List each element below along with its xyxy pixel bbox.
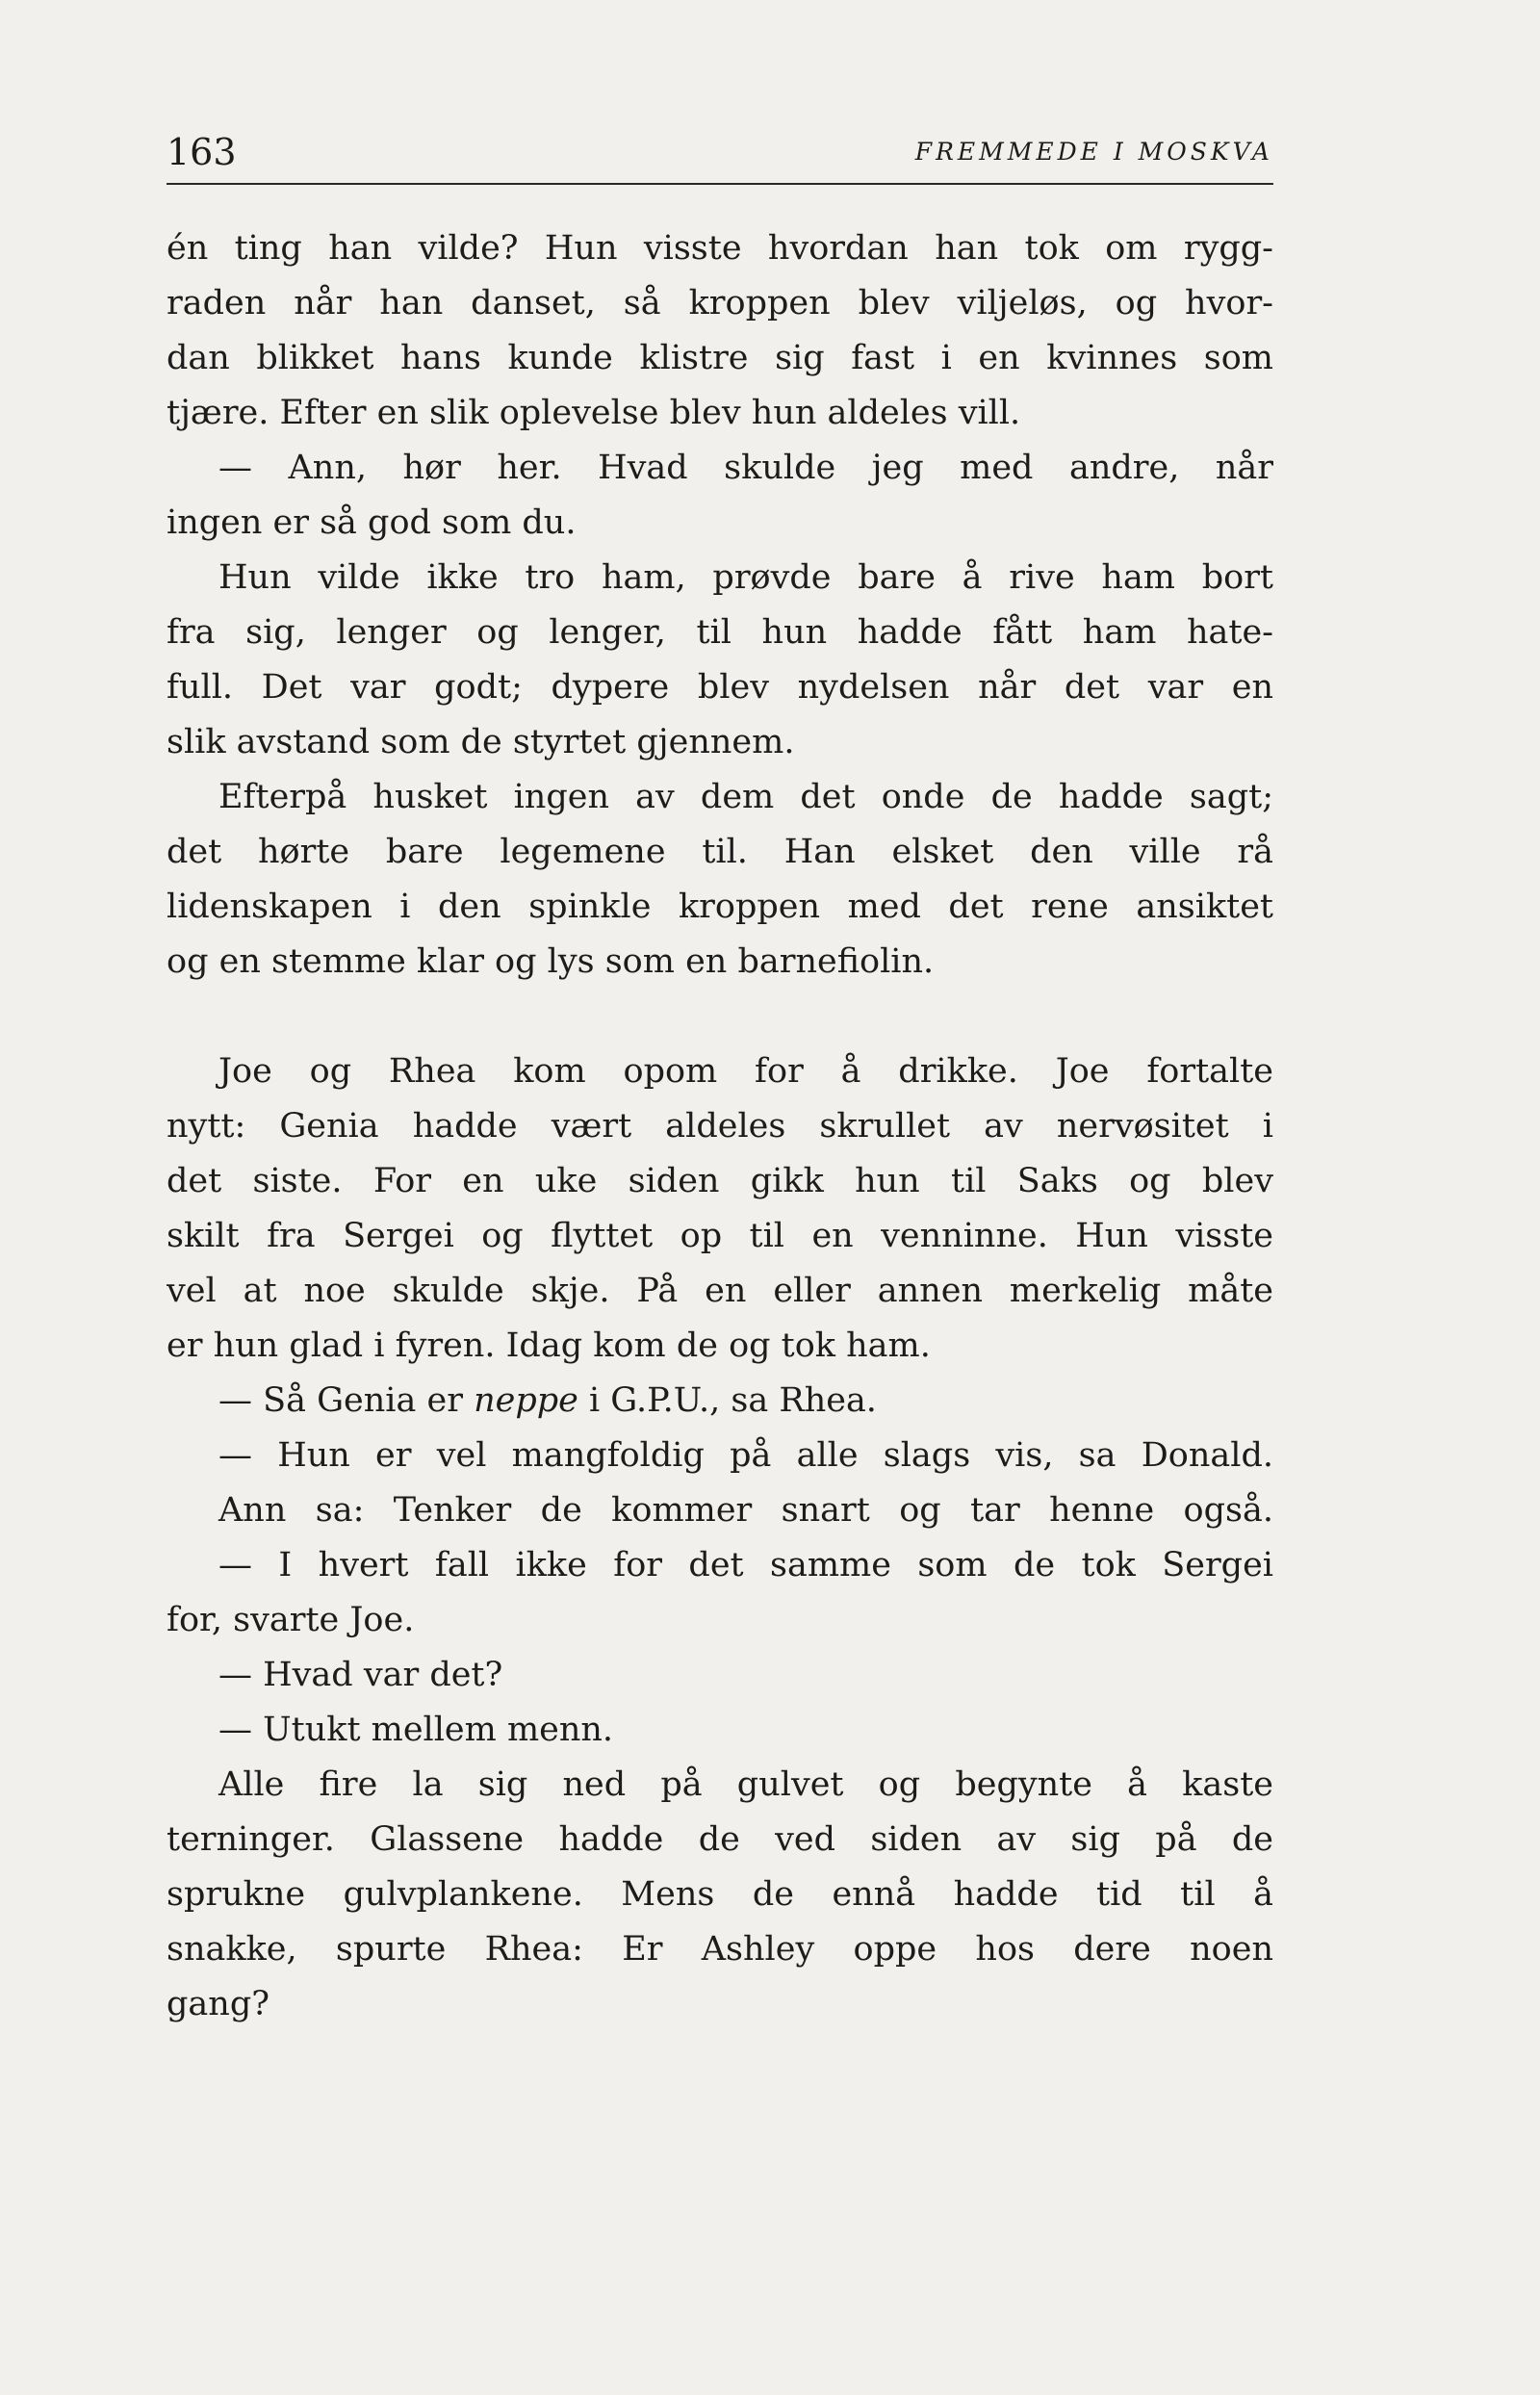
page-number: 163 [167, 131, 237, 173]
text-line: nytt: Genia hadde vært aldeles skrullet av nervøsitet i [167, 1107, 1273, 1146]
header-rule [167, 183, 1273, 185]
text-line: fra sig, lenger og lenger, til hun hadde fått ham hate- [167, 613, 1273, 652]
text-line: er hun glad i fyren. Idag kom de og tok ham. [167, 1326, 931, 1365]
text-line: dan blikket hans kunde klistre sig fast i en kvinnes som [167, 339, 1273, 377]
text-line: for, svarte Joe. [167, 1601, 415, 1639]
text-line: sprukne gulvplankene. Mens de ennå hadde tid til å [167, 1875, 1273, 1914]
text-line: Hun vilde ikke tro ham, prøvde bare å rive ham bort [218, 558, 1273, 597]
text-line: — Hun er vel mangfoldig på alle slags vis, sa Donald. [218, 1436, 1273, 1475]
body-text [167, 221, 1273, 2032]
text-line: snakke, spurte Rhea: Er Ashley oppe hos dere noen [167, 1930, 1273, 1969]
text-line: gang? [167, 1985, 270, 2023]
text-line: — I hvert fall ikke for det samme som de tok Sergei [218, 1546, 1273, 1584]
text-line: — Så Genia er neppe i G.P.U., sa Rhea. [218, 1381, 877, 1420]
text-line: Efterpå husket ingen av dem det onde de hadde sagt; [218, 778, 1273, 816]
text-line: raden når han danset, så kroppen blev viljeløs, og hvor- [167, 284, 1273, 322]
text-line: terninger. Glassene hadde de ved siden av sig på de [167, 1820, 1273, 1859]
text-line: — Ann, hør her. Hvad skulde jeg med andre, når [218, 449, 1273, 487]
text-line: det siste. For en uke siden gikk hun til Saks og blev [167, 1162, 1273, 1200]
text-line: slik avstand som de styrtet gjennem. [167, 723, 795, 761]
text-line: skilt fra Sergei og flyttet op til en venninne. Hun visste [167, 1217, 1273, 1255]
text-line: — Utukt mellem menn. [218, 1711, 614, 1749]
text-line: — Hvad var det? [218, 1656, 503, 1694]
section-break [167, 990, 1273, 1044]
text-line: det hørte bare legemene til. Han elsket den ville rå [167, 833, 1273, 871]
text-line: Joe og Rhea kom opom for å drikke. Joe fortalte [218, 1052, 1273, 1091]
text-line: full. Det var godt; dypere blev nydelsen når det var en [167, 668, 1273, 707]
text-line: lidenskapen i den spinkle kroppen med det rene ansiktet [167, 888, 1273, 926]
text-line: ingen er så god som du. [167, 503, 577, 542]
text-line: og en stemme klar og lys som en barnefiolin. [167, 942, 935, 981]
text-line: tjære. Efter en slik oplevelse blev hun aldeles vill. [167, 394, 1021, 432]
page-header [167, 123, 1273, 181]
text-line: Ann sa: Tenker de kommer snart og tar henne også. [218, 1491, 1273, 1530]
text-line: én ting han vilde? Hun visste hvordan han tok om rygg- [167, 229, 1273, 268]
text-line: vel at noe skulde skje. På en eller annen merkelig måte [167, 1272, 1273, 1310]
running-title: FREMMEDE I MOSKVA [914, 138, 1273, 166]
text-line: Alle fire la sig ned på gulvet og begynte å kaste [218, 1765, 1273, 1804]
